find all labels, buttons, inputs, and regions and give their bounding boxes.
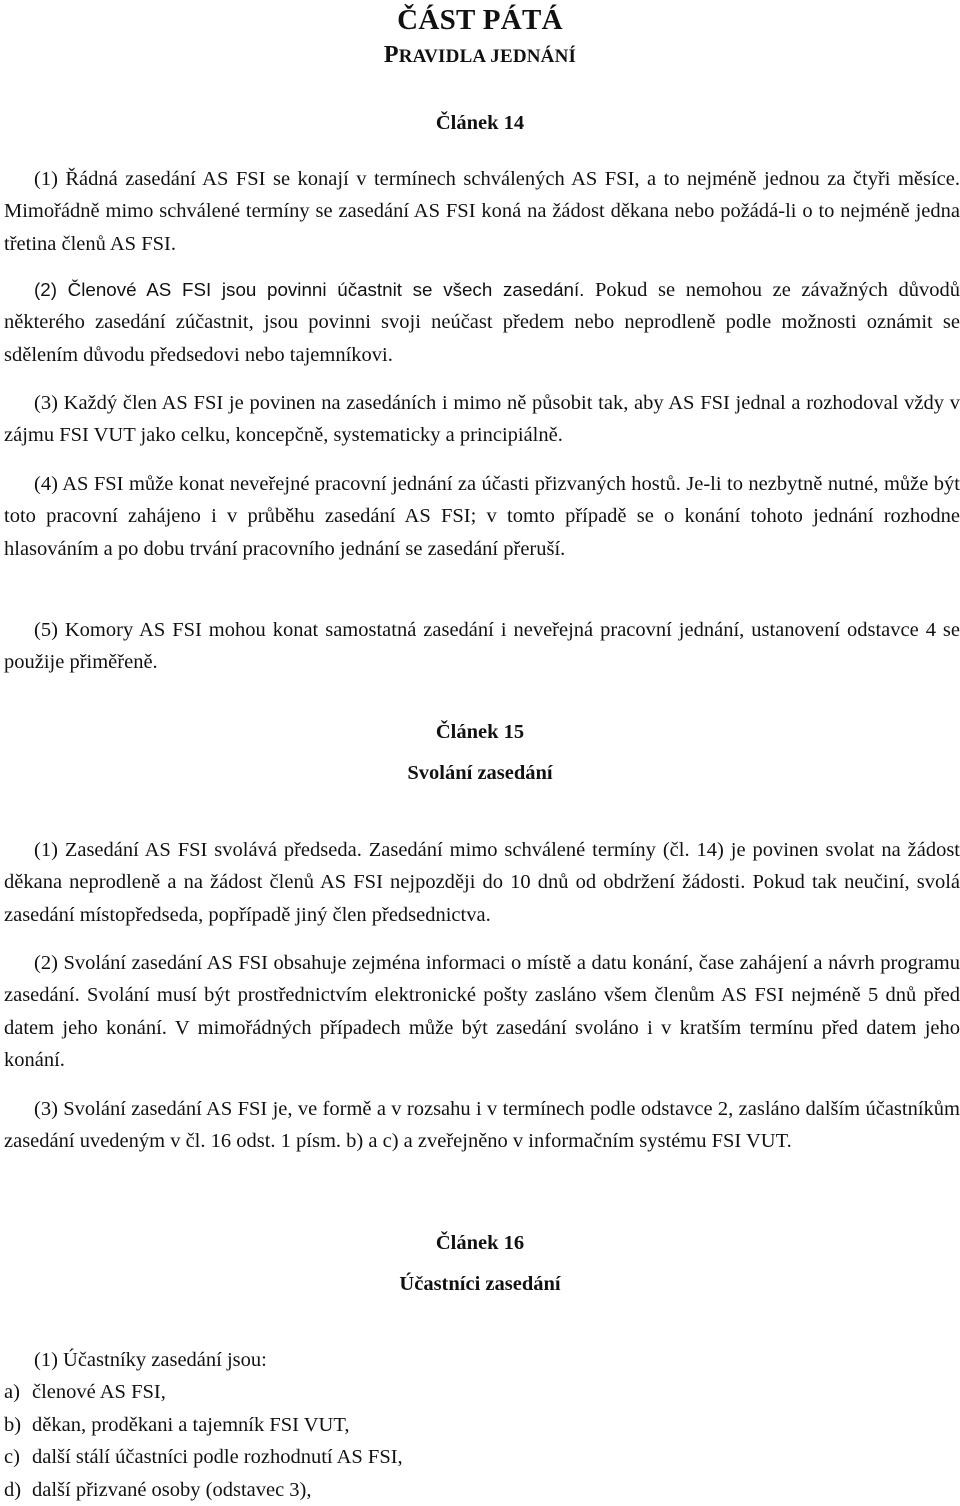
article-14-paragraph-2 [4, 274, 960, 371]
article-15-paragraph-1: (1) Zasedání AS FSI svolává předseda. Zasedání mimo schválené termíny (čl. 14) je povinen svolat na žádost děkana neprodleně a na žádost členů AS FSI nejpozději do 10 dnů od obdržení žádosti. Pokud tak neučiní, svolá zasedání místopředseda, popřípadě jiný člen předsednictva. [4, 839, 960, 926]
list-item-text: děkan, proděkani a tajemník FSI VUT, [32, 1414, 350, 1436]
part-subtitle [0, 42, 960, 69]
article-14-paragraph-2-lead: (2) Členové AS FSI jsou povinni účastnit se všech zasedání. [34, 279, 585, 300]
article-16-list-item [4, 1409, 350, 1441]
article-16-subheading: Účastníci zasedání [399, 1273, 561, 1295]
list-item-letter: c) [4, 1446, 20, 1468]
article-14-paragraph-5: (5) Komory AS FSI mohou konat samostatná zasedání i neveřejná pracovní jednání, ustanovení odstavce 4 se použije přiměřeně. [4, 619, 960, 674]
article-14-paragraph-2-rest: Pokud se nemohou ze závažných důvodů některého zasedání zúčastnit, jsou povinni svoji neúčast předem nebo neprodleně podle možnosti oznámit se sdělením důvodu předsedovi nebo tajemníkovi. [4, 279, 960, 366]
article-16-list-item [4, 1474, 312, 1506]
part-title: ČÁST PÁTÁ [397, 4, 563, 36]
list-item-text: další přizvané osoby (odstavec 3), [32, 1479, 312, 1501]
article-16-heading: Článek 16 [435, 1232, 525, 1254]
article-15-heading: Článek 15 [435, 721, 525, 743]
list-item-letter: a) [4, 1381, 20, 1403]
article-14-heading: Článek 14 [435, 112, 525, 134]
article-14-paragraph-4: (4) AS FSI může konat neveřejné pracovní jednání za účasti přizvaných hostů. Je-li to nezbytně nutné, může být toto pracovní zahájeno i v průběhu zasedání AS FSI; v tomto případě se o konání tohoto jednání rozhodne hlasováním a po dobu trvání pracovního jednání se zasedání přeruší. [4, 473, 960, 560]
article-14-paragraph-1: (1) Řádná zasedání AS FSI se konají v termínech schválených AS FSI, a to nejméně jednou za čtyři měsíce. Mimořádně mimo schválené termíny se zasedání AS FSI koná na žádost děkana nebo požádá-li o to nejméně jedna třetina členů AS FSI. [4, 168, 960, 255]
list-item-text: další stálí účastníci podle rozhodnutí AS FSI, [32, 1446, 403, 1468]
article-16-list-intro: (1) Účastníky zasedání jsou: [34, 1349, 267, 1371]
part-subtitle-initial: P [383, 42, 399, 68]
list-item-text: členové AS FSI, [32, 1381, 166, 1403]
article-15-paragraph-2: (2) Svolání zasedání AS FSI obsahuje zejména informaci o místě a datu konání, čase zahájení a návrh programu zasedání. Svolání musí být prostřednictvím elektronické pošty zasláno všem členům AS FSI nejméně 5 dnů před datem jeho konání. V mimořádných případech může být zasedání svoláno i v kratším termínu před datem jeho konání. [4, 952, 960, 1071]
article-16-list-item [4, 1441, 403, 1473]
list-item-letter: b) [4, 1414, 22, 1436]
list-item-letter: d) [4, 1479, 22, 1501]
article-15-subheading: Svolání zasedání [407, 762, 553, 784]
article-16-list-item [4, 1376, 166, 1408]
part-subtitle-rest: RAVIDLA JEDNÁNÍ [398, 46, 577, 67]
article-15-paragraph-3: (3) Svolání zasedání AS FSI je, ve formě a v rozsahu i v termínech podle odstavce 2, zasláno dalším účastníkům zasedání uvedeným v čl. 16 odst. 1 písm. b) a c) a zveřejněno v informačním systému FSI VUT. [4, 1098, 960, 1153]
article-14-paragraph-3: (3) Každý člen AS FSI je povinen na zasedáních i mimo ně působit tak, aby AS FSI jednal a rozhodoval vždy v zájmu FSI VUT jako celku, koncepčně, systematicky a principiálně. [4, 392, 960, 447]
